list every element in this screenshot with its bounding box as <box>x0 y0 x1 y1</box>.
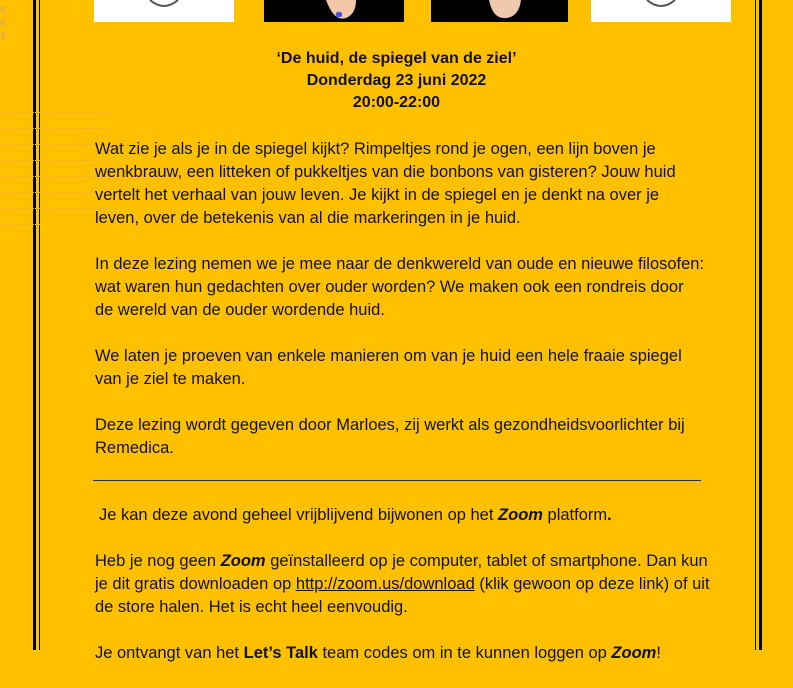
zoom-instructions <box>95 504 715 688</box>
paragraph-tips: We laten je proeven van enkele manieren om van je huid een hele fraaie spiegel van je ziel te maken. <box>95 347 682 388</box>
paragraph-install <box>95 550 715 619</box>
hand-photo-icon <box>431 0 568 22</box>
hand-photo-icon <box>264 0 404 22</box>
paragraph-philosophers: In deze lezing nemen we je mee naar de denkwereld van oude en nieuwe filosofen: wat waren hun gedachten over ouder worden? We maken ook een rondreis door de wereld van de ouder wordende huid. <box>95 255 705 319</box>
event-time: 20:00-22:00 <box>352 94 441 111</box>
header-image-1 <box>94 0 234 22</box>
install-text: Heb je nog geen <box>95 552 221 570</box>
event-date: Donderdag 23 juni 2022 <box>306 72 487 89</box>
event-title: ‘De huid, de spiegel van de ziel’ <box>276 50 517 67</box>
logo-icon <box>591 0 731 22</box>
install-text-end: (klik gewoon op deze link) of uit de store halen. Het is echt heel eenvoudig. <box>95 575 710 616</box>
attend-period: . <box>607 506 612 524</box>
attend-text: Je kan deze avond geheel vrijblijvend bijwonen op het <box>99 506 499 524</box>
header-image-3 <box>431 0 568 22</box>
paragraph-intro: Wat zie je als je in de spiegel kijkt? Rimpeltjes rond je ogen, een lijn boven je wenkbrauw, een litteken of pukkeltjes van die bonbons van gisteren? Jouw huid vertelt het verhaal van jouw leven. Je kijkt in de spiegel en je denkt na over je leven, over de betekenis van al die markeringen in je huid. <box>95 140 676 227</box>
event-header <box>0 48 793 114</box>
zoom-label: Zoom <box>498 506 543 524</box>
attend-text-end: platform <box>542 506 608 524</box>
zoom-label: Zoom <box>611 644 657 662</box>
receive-text: Je ontvangt van het <box>95 644 244 662</box>
receive-text-mid: team codes om in te kunnen loggen op <box>317 644 612 662</box>
zoom-download-link[interactable]: http://zoom.us/download <box>295 575 475 593</box>
margin-artifacts <box>0 0 8 39</box>
paragraph-speaker: Deze lezing wordt gegeven door Marloes, zij werkt als gezondheidsvoorlichter bij Remedica. <box>95 416 685 457</box>
logo-icon <box>94 0 234 22</box>
install-text-mid: geïnstalleerd op je computer, tablet of smartphone. Dan kun je dit gratis downloaden op <box>95 552 708 593</box>
receive-text-end: ! <box>656 644 661 662</box>
event-description <box>95 138 705 483</box>
team-name: Let’s Talk <box>243 644 318 662</box>
paragraph-attend <box>95 504 715 527</box>
section-divider <box>93 480 701 481</box>
zoom-label: Zoom <box>220 552 266 570</box>
header-image-4 <box>591 0 731 22</box>
paragraph-receive-codes <box>95 642 715 665</box>
header-image-2 <box>264 0 404 22</box>
